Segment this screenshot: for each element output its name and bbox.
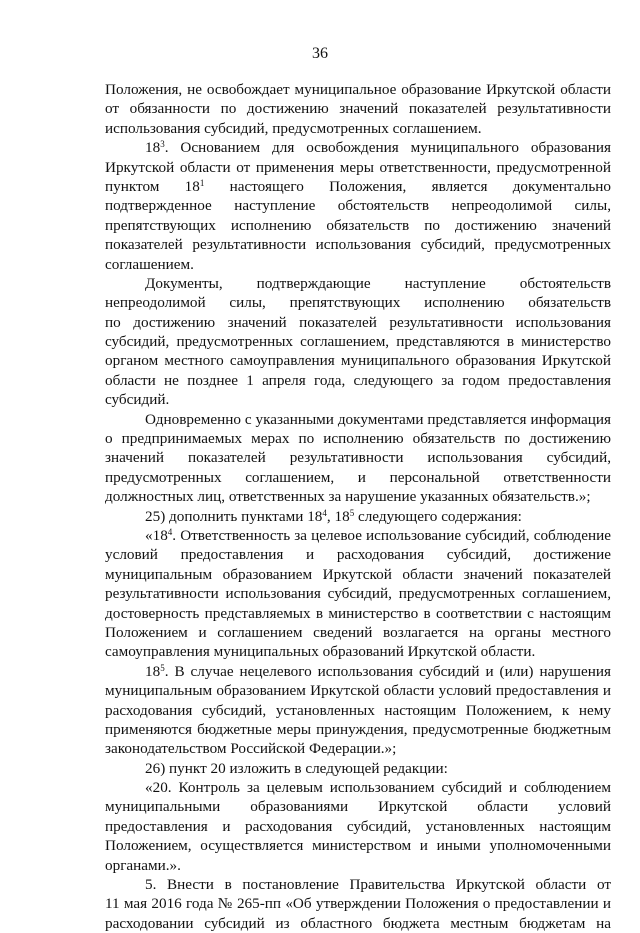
- text-line: Документы, подтверждающие наступление обстоятельств: [145, 274, 611, 292]
- text-line: органом местного самоуправления муниципального образования Иркутской: [105, 352, 611, 370]
- text-line: от обязанности по достижению значений показателей результативности: [105, 100, 611, 118]
- text-line: должностных лиц, ответственных за нарушение указанных обязательств.»;: [105, 488, 591, 506]
- text-line: «$18^4$. Ответственность за целевое использование субсидий, соблюдение: [145, 526, 611, 544]
- text-line: муниципальными образованиями Иркутской области условий: [105, 798, 611, 816]
- text-line: Положением и соглашением сведений возлагается на органы местного: [105, 623, 611, 641]
- text-line: достоверность представляемых в министерство в соответствии с настоящим: [105, 604, 611, 622]
- text-line: по достижению значений показателей результативности использования: [105, 313, 611, 331]
- text-line: 11 мая 2016 года № 265-пп «Об утверждении Положения о предоставлении и: [105, 895, 611, 913]
- text-line: органами.».: [105, 856, 181, 874]
- text-line: $18^5$. В случае нецелевого использования субсидий и (или) нарушения: [145, 662, 611, 680]
- text-line: расходовании субсидий из областного бюджета местным бюджетам на: [105, 914, 611, 932]
- text-line: субсидий, предусмотренных соглашением, представляются в министерство: [105, 333, 611, 351]
- text-line: расходования субсидий, установленных настоящим Положением, к нему: [105, 701, 611, 719]
- text-line: Иркутской области от применения меры ответственности, предусмотренной: [105, 158, 611, 176]
- text-line: Положения, не освобождает муниципальное образование Иркутской области: [105, 81, 611, 98]
- text-line: 5. Внести в постановление Правительства Иркутской области от: [145, 876, 611, 894]
- text-line: использования субсидий, предусмотренных соглашением.: [105, 119, 482, 137]
- document-body: [105, 80, 611, 933]
- text-line: 25) дополнить пунктами $18^4$, $18^5$ следующего содержания:: [145, 507, 522, 525]
- text-line: $18^3$. Основанием для освобождения муниципального образования: [145, 139, 611, 157]
- text-line: условий предоставления и расходования субсидий, достижение: [105, 546, 611, 564]
- text-line: о предпринимаемых мерах по исполнению обязательств по достижению: [105, 430, 611, 448]
- page-number: 36: [312, 45, 328, 62]
- text-line: предусмотренных соглашением, и персональной ответственности: [105, 468, 611, 486]
- text-line: соглашением.: [105, 255, 194, 273]
- text-line: Одновременно с указанными документами представляется информация: [145, 410, 611, 428]
- text-line: муниципальным образованием Иркутской области условий предоставления и: [105, 682, 611, 700]
- text-line: «20. Контроль за целевым использованием субсидий и соблюдением: [145, 779, 611, 797]
- text-line: непреодолимой силы, препятствующих исполнению обязательств: [105, 294, 611, 312]
- text-line: значений показателей результативности использования субсидий,: [105, 449, 611, 467]
- text-line: пунктом $18^1$ настоящего Положения, является документально: [105, 177, 611, 195]
- text-line: 26) пункт 20 изложить в следующей редакции:: [145, 759, 448, 777]
- text-line: показателей результативности использования субсидий, предусмотренных: [105, 236, 611, 254]
- text-line: области не позднее 1 апреля года, следующего за годом предоставления: [105, 371, 611, 389]
- text-line: муниципальным образованием Иркутской области значений показателей: [105, 565, 611, 583]
- text-line: применяются бюджетные меры принуждения, предусмотренные бюджетным: [105, 720, 611, 738]
- text-line: препятствующих исполнению обязательств по достижению значений: [105, 216, 611, 234]
- text-line: подтвержденное наступление обстоятельств непреодолимой силы,: [105, 197, 611, 215]
- text-line: самоуправления муниципальных образований Иркутской области.: [105, 643, 536, 661]
- text-line: субсидий.: [105, 391, 170, 409]
- text-line: предоставления и расходования субсидий, установленных настоящим: [105, 817, 611, 835]
- text-line: Положением, осуществляется министерством и иными уполномоченными: [105, 837, 611, 855]
- text-line: законодательством Российской Федерации.»;: [105, 740, 397, 758]
- text-line: результативности использования субсидий, предусмотренных соглашением,: [105, 585, 611, 603]
